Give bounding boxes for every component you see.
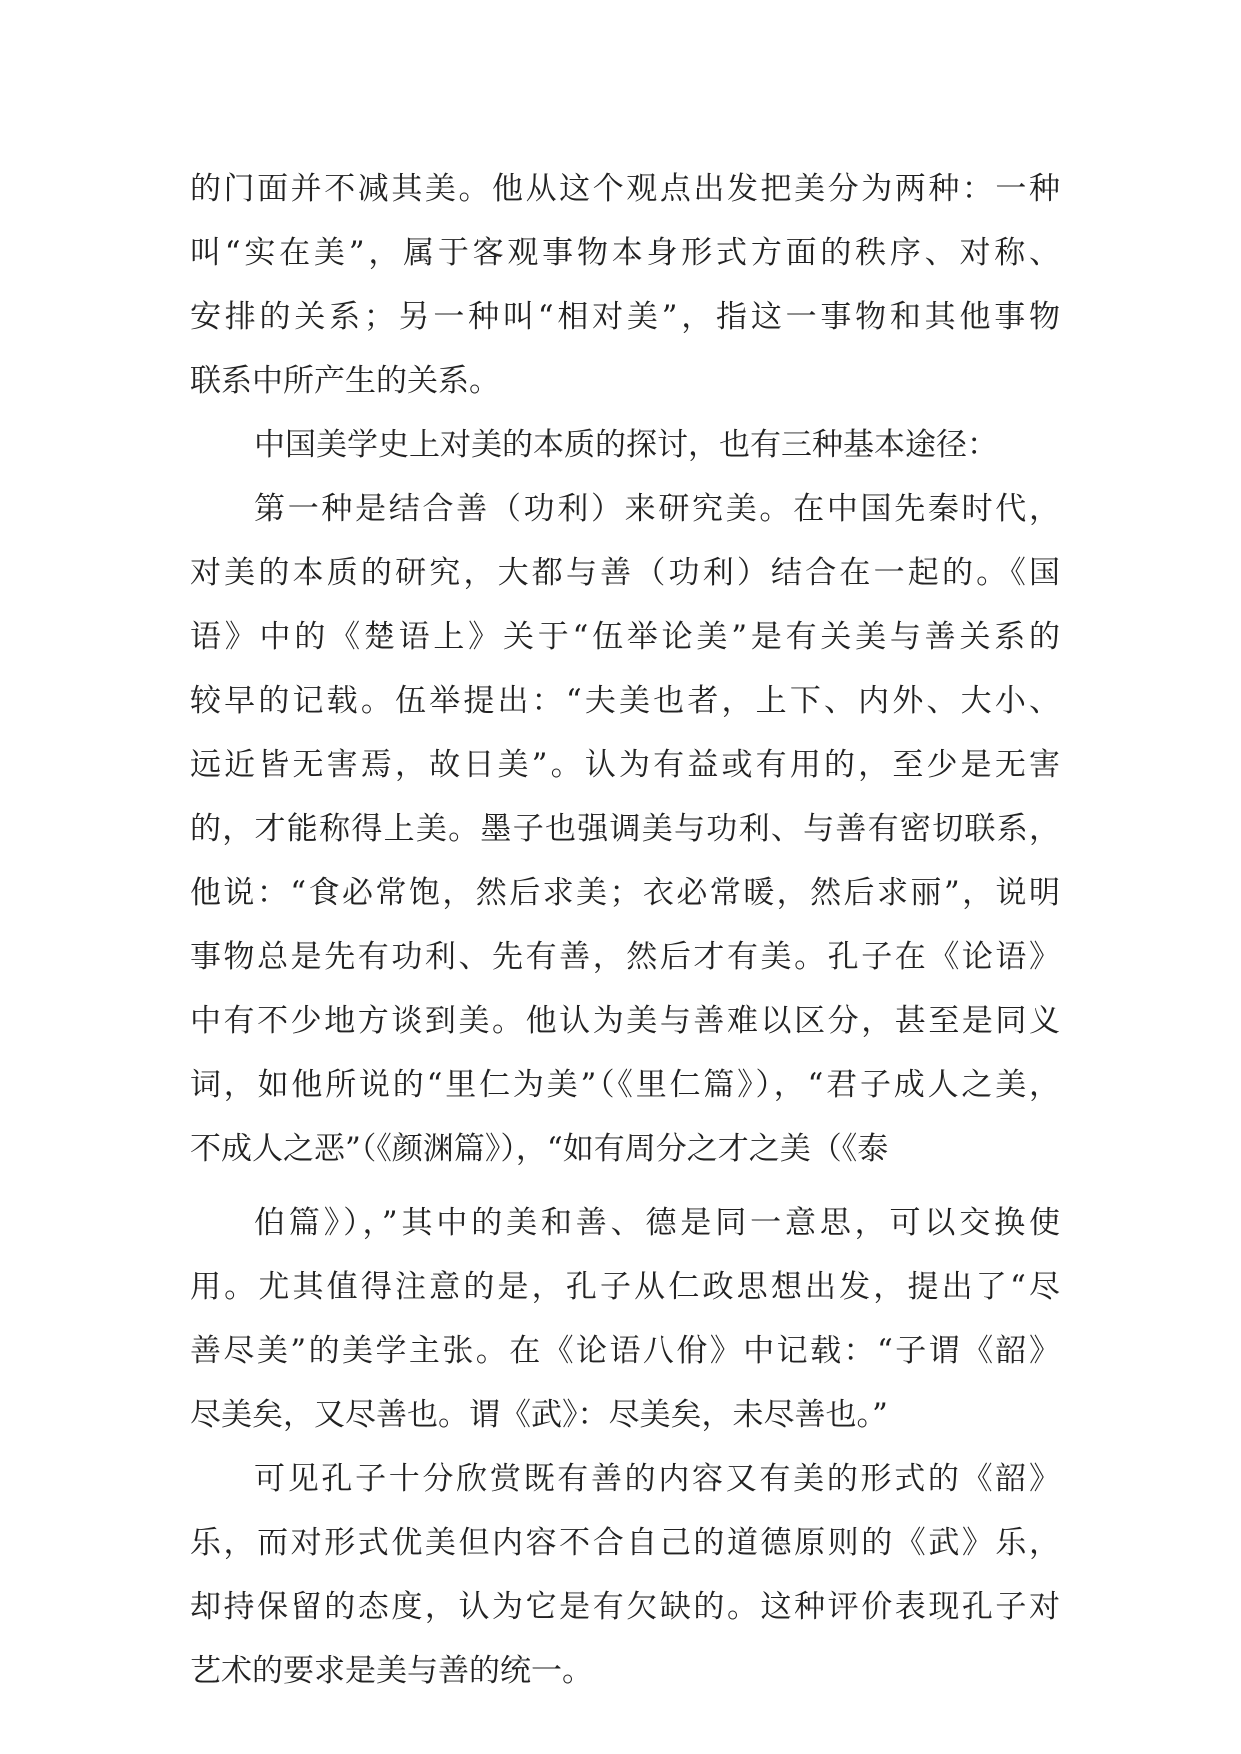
text-line: 艺术的要求是美与善的统一。 bbox=[190, 1653, 593, 1689]
text-line: 中国美学史上对美的本质的探讨，也有三种基本途径： bbox=[254, 427, 998, 463]
text-line: 较早的记载。伍举提出：“夫美也者，上下、内外、大小、 bbox=[190, 683, 1060, 719]
text-line: 叫“实在美”，属于客观事物本身形式方面的秩序、对称、 bbox=[190, 235, 1060, 271]
text-line: 第一种是结合善（功利）来研究美。在中国先秦时代， bbox=[254, 491, 1060, 527]
text-line: 善尽美”的美学主张。在《论语八佾》中记载：“子谓《韶》 bbox=[190, 1333, 1060, 1369]
text-line: 他说：“食必常饱，然后求美；衣必常暖，然后求丽”，说明 bbox=[190, 875, 1060, 911]
text-line: 词，如他所说的“里仁为美”（《里仁篇》），“君子成人之美， bbox=[190, 1067, 1060, 1103]
text-line: 联系中所产生的关系。 bbox=[190, 363, 500, 399]
text-line: 中有不少地方谈到美。他认为美与善难以区分，甚至是同义 bbox=[190, 1003, 1060, 1039]
text-line: 的门面并不减其美。他从这个观点出发把美分为两种：一种 bbox=[190, 171, 1060, 207]
text-line: 远近皆无害焉，故日美”。认为有益或有用的，至少是无害 bbox=[190, 747, 1060, 783]
text-line: 可见孔子十分欣赏既有善的内容又有美的形式的《韶》 bbox=[254, 1461, 1060, 1497]
text-line: 用。尤其值得注意的是，孔子从仁政思想出发，提出了“尽 bbox=[190, 1269, 1060, 1305]
text-line: 语》中的《楚语上》关于“伍举论美”是有关美与善关系的 bbox=[190, 619, 1060, 655]
text-line: 的，才能称得上美。墨子也强调美与功利、与善有密切联系， bbox=[190, 811, 1060, 847]
text-line: 尽美矣，又尽善也。谓《武》：尽美矣，未尽善也。” bbox=[190, 1397, 888, 1433]
text-line: 乐，而对形式优美但内容不合自己的道德原则的《武》乐， bbox=[190, 1525, 1060, 1561]
text-line: 事物总是先有功利、先有善，然后才有美。孔子在《论语》 bbox=[190, 939, 1060, 975]
body-text bbox=[190, 157, 1060, 1703]
text-line: 安排的关系；另一种叫“相对美”，指这一事物和其他事物 bbox=[190, 299, 1060, 335]
text-line: 伯篇》），”其中的美和善、德是同一意思，可以交换使 bbox=[254, 1205, 1060, 1241]
text-line: 不成人之恶”（《颜渊篇》），“如有周分之才之美（《泰 bbox=[190, 1131, 889, 1167]
text-line: 却持保留的态度，认为它是有欠缺的。这种评价表现孔子对 bbox=[190, 1589, 1060, 1625]
text-line: 对美的本质的研究，大都与善（功利）结合在一起的。《国 bbox=[190, 555, 1060, 591]
